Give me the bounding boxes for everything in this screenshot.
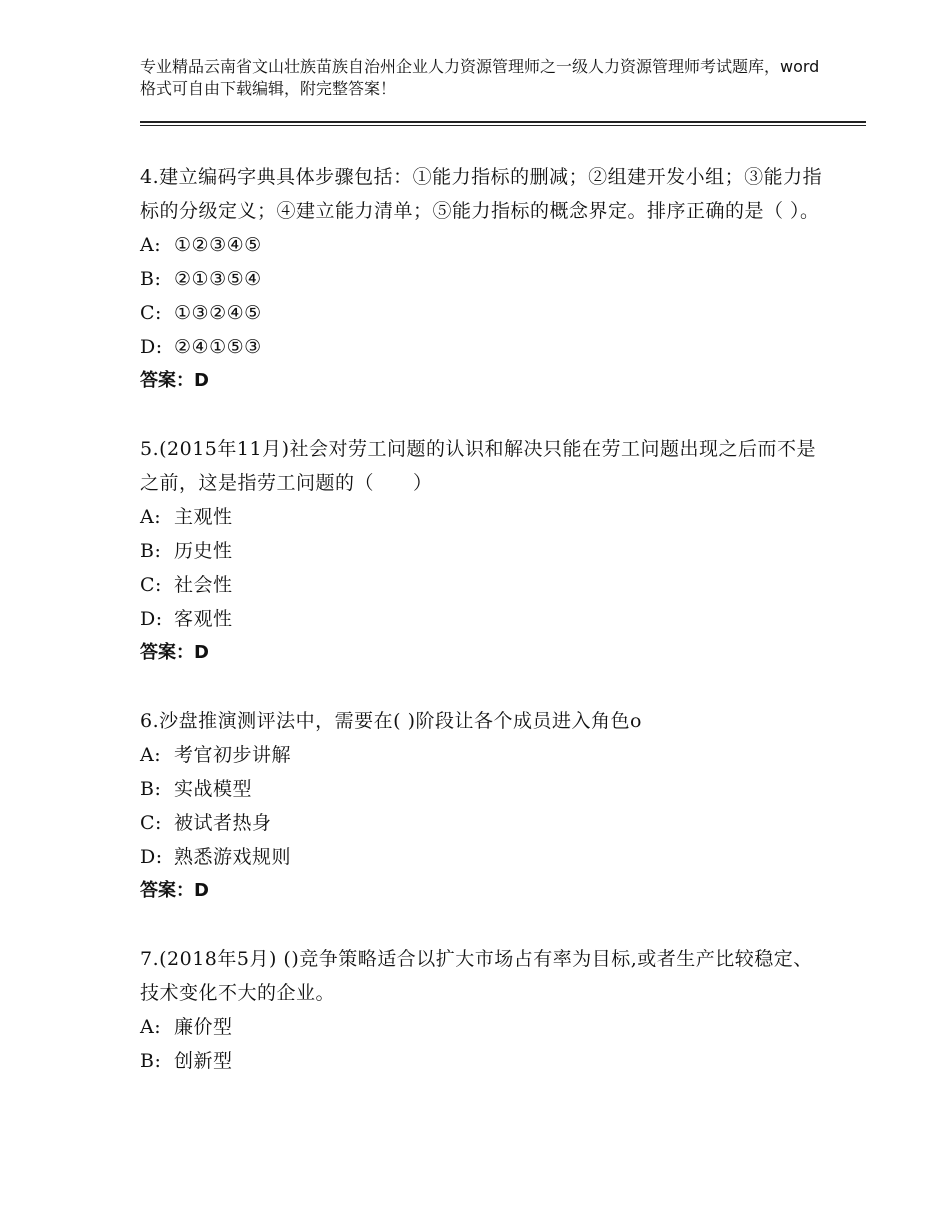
option-letter: A:: [140, 1016, 162, 1038]
option-text: 创新型: [174, 1050, 233, 1072]
option-b: [140, 772, 830, 806]
question-6: [140, 704, 830, 908]
option-c: [140, 296, 830, 330]
question-stem: 7.(2018年5月) ()竞争策略适合以扩大市场占有率为目标,或者生产比较稳定、技术变化不大的企业。: [140, 948, 813, 1004]
option-letter: D:: [140, 608, 163, 630]
option-a: [140, 500, 830, 534]
option-d: [140, 330, 830, 364]
option-text: ①③②④⑤: [174, 302, 262, 324]
option-text: ②①③⑤④: [174, 268, 262, 290]
option-letter: B:: [140, 540, 162, 562]
option-letter: D:: [140, 336, 163, 358]
question-stem: 5.(2015年11月)社会对劳工问题的认识和解决只能在劳工问题出现之后而不是之前，这是指劳工问题的（ ）: [140, 438, 816, 494]
option-text: 客观性: [174, 608, 233, 630]
option-text: 实战模型: [174, 778, 253, 800]
option-a: [140, 1010, 830, 1044]
option-letter: B:: [140, 268, 162, 290]
option-b: [140, 262, 830, 296]
option-text: 被试者热身: [174, 812, 272, 834]
option-text: ①②③④⑤: [174, 234, 262, 256]
option-b: [140, 534, 830, 568]
document-header: 专业精品云南省文山壮族苗族自治州企业人力资源管理师之一级人力资源管理师考试题库，word格式可自由下载编辑，附完整答案！: [140, 57, 820, 98]
option-text: 考官初步讲解: [174, 744, 292, 766]
question-stem: 4.建立编码字典具体步骤包括：①能力指标的删减；②组建开发小组；③能力指标的分级定义；④建立能力清单；⑤能力指标的概念界定。排序正确的是（ ）。: [140, 166, 823, 222]
answer: 答案：D: [140, 880, 209, 901]
question-5: [140, 432, 830, 670]
option-text: 主观性: [174, 506, 233, 528]
option-letter: A:: [140, 234, 162, 256]
option-letter: B:: [140, 1050, 162, 1072]
option-letter: C:: [140, 574, 162, 596]
option-letter: A:: [140, 744, 162, 766]
question-list: [140, 160, 830, 1078]
option-text: 熟悉游戏规则: [174, 846, 292, 868]
option-text: ②④①⑤③: [174, 336, 262, 358]
option-d: [140, 840, 830, 874]
header-rule-thin: [140, 125, 866, 126]
option-letter: C:: [140, 302, 162, 324]
option-letter: A:: [140, 506, 162, 528]
option-text: 社会性: [174, 574, 233, 596]
question-4: [140, 160, 830, 398]
option-c: [140, 806, 830, 840]
header-rule-thick: [140, 121, 866, 123]
option-text: 历史性: [174, 540, 233, 562]
option-letter: D:: [140, 846, 163, 868]
option-letter: B:: [140, 778, 162, 800]
option-b: [140, 1044, 830, 1078]
option-c: [140, 568, 830, 602]
option-a: [140, 738, 830, 772]
option-a: [140, 228, 830, 262]
option-d: [140, 602, 830, 636]
option-letter: C:: [140, 812, 162, 834]
question-7: [140, 942, 830, 1078]
answer: 答案：D: [140, 642, 209, 663]
option-text: 廉价型: [174, 1016, 233, 1038]
question-stem: 6.沙盘推演测评法中，需要在( )阶段让各个成员进入角色o: [140, 710, 642, 732]
answer: 答案：D: [140, 370, 209, 391]
